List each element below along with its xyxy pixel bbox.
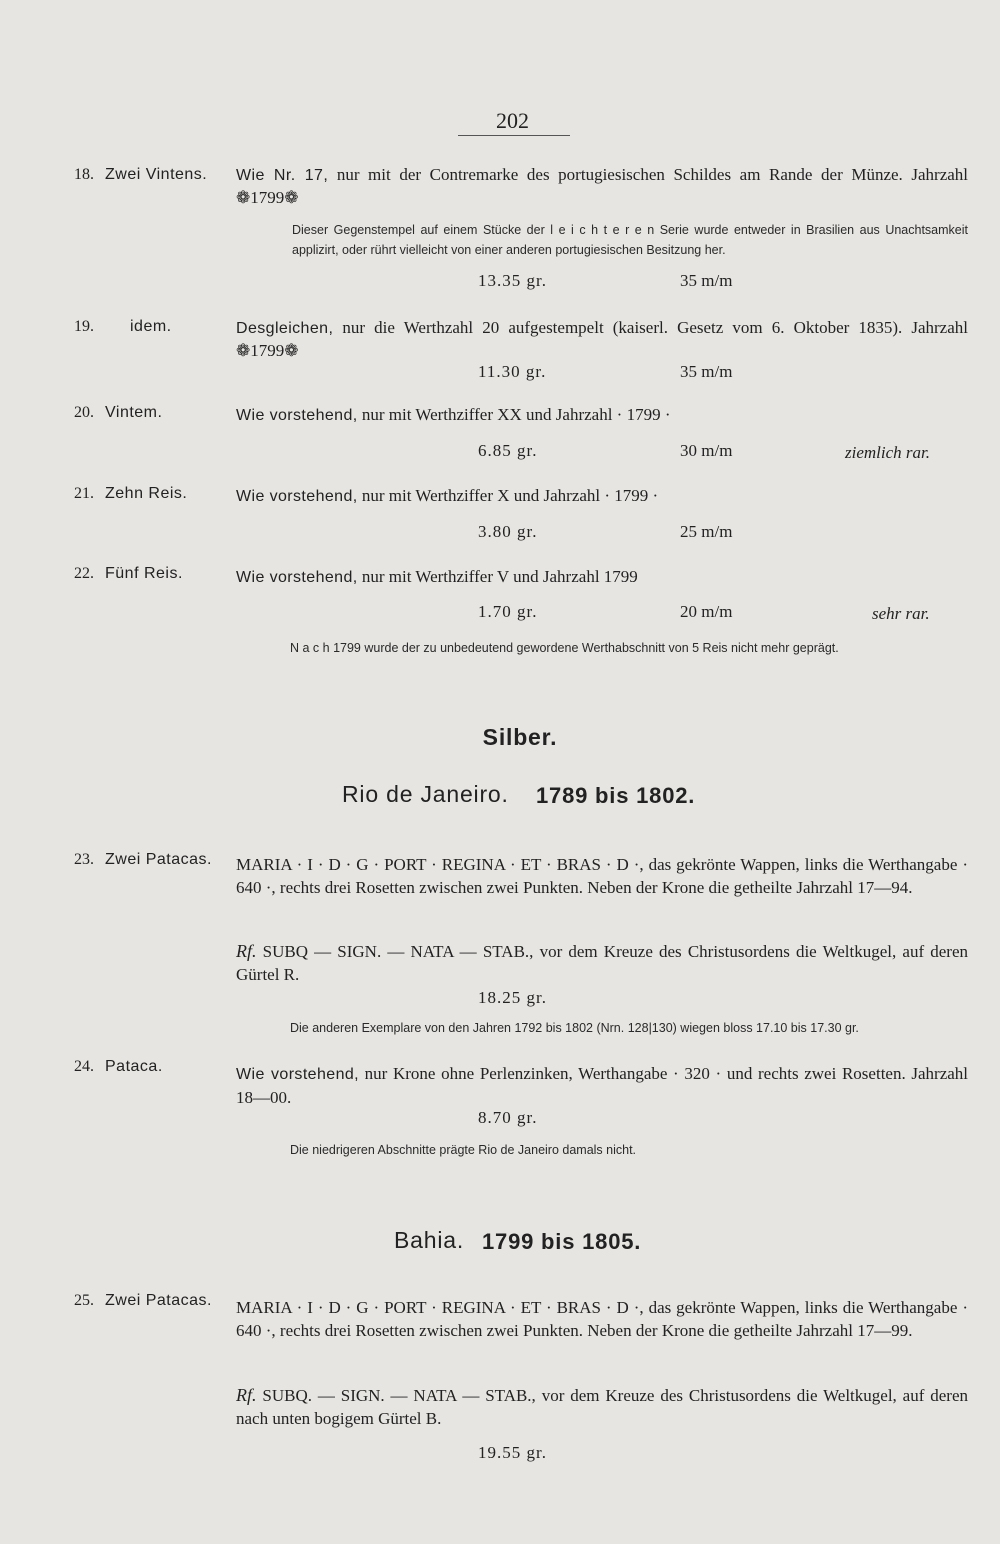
entry-size: 35 m/m — [680, 362, 733, 381]
entry-name: Vintem. — [105, 404, 163, 421]
entry-description — [236, 1062, 968, 1109]
entry-name: idem. — [130, 318, 172, 335]
entry-description — [236, 404, 968, 427]
entry-text: nur mit der Contremarke des portugiesischen Schildes am Rande der Münze. Jahrzahl ❁1799❁ — [236, 165, 969, 207]
entry-weight: 13.35 gr. — [478, 271, 547, 290]
entry-description — [236, 485, 968, 508]
entry-number: 18. — [74, 166, 94, 183]
entry-number: 25. — [74, 1292, 94, 1309]
page-number-rule — [458, 135, 570, 136]
entry-reverse — [236, 940, 968, 986]
entry-rarity: sehr rar. — [872, 604, 930, 623]
subsection-place: Rio de Janeiro. — [342, 781, 509, 807]
entry-description — [236, 164, 968, 209]
entry-reverse — [236, 1384, 968, 1430]
entry-weight: 19.55 gr. — [478, 1443, 547, 1462]
entry-weight: 11.30 gr. — [478, 362, 547, 381]
entry-description: MARIA · I · D · G · PORT · REGINA · ET · BRAS · D ·, das gekrönte Wappen, links die Werthangabe · 640 ·, rechts drei Rosetten zwischen zwei Punkten. Neben der Krone die getheilte Jahrzahl 17—94. — [236, 855, 968, 897]
entry-weight: 6.85 gr. — [478, 441, 538, 460]
subsection-place: Bahia. — [394, 1227, 465, 1253]
entry-name: Fünf Reis. — [105, 565, 183, 582]
entry-name: Zwei Patacas. — [105, 1292, 212, 1309]
entry-size: 35 m/m — [680, 271, 733, 290]
entry-size: 25 m/m — [680, 522, 733, 541]
reverse-text: SUBQ. — SIGN. — NATA — STAB., vor dem Kreuze des Christusordens die Weltkugel, auf deren nach unten bogigem Gürtel B. — [236, 1386, 969, 1428]
entry-text: nur mit Werthziffer XX und Jahrzahl · 1799 · — [361, 405, 671, 424]
entry-name: Pataca. — [105, 1058, 163, 1075]
page-number: 202 — [496, 108, 529, 133]
entry-number: 21. — [74, 485, 94, 502]
entry-note: Die niedrigeren Abschnitte prägte Rio de Janeiro damals nicht. — [290, 1143, 637, 1157]
entry-weight: 1.70 gr. — [478, 602, 538, 621]
entry-text: nur mit Werthziffer V und Jahrzahl 1799 — [361, 567, 638, 586]
subsection-years: 1789 bis 1802. — [536, 783, 696, 808]
entry-weight: 18.25 gr. — [478, 988, 547, 1007]
entry-name: Zwei Vintens. — [105, 166, 208, 183]
entry-lead: Wie Nr. 17, — [236, 167, 329, 184]
reverse-text: SUBQ — SIGN. — NATA — STAB., vor dem Kreuze des Christusordens die Weltkugel, auf deren Gürtel R. — [236, 942, 969, 984]
entry-number: 19. — [74, 318, 94, 335]
entry-lead: Wie vorstehend, — [236, 1066, 360, 1083]
entry-description — [236, 566, 968, 589]
entry-lead: Desgleichen, — [236, 320, 334, 337]
entry-number: 23. — [74, 851, 94, 868]
reverse-label: Rf. — [236, 941, 257, 961]
entry-size: 30 m/m — [680, 441, 733, 460]
entry-number: 24. — [74, 1058, 94, 1075]
entry-lead: Wie vorstehend, — [236, 569, 358, 586]
entry-lead: Wie vorstehend, — [236, 488, 358, 505]
entry-weight: 3.80 gr. — [478, 522, 538, 541]
entry-note: Dieser Gegenstempel auf einem Stücke der l e i c h t e r e n Serie wurde entweder in Brasilien aus Unachtsamkeit applizirt, oder rührt vielleicht von einer anderen portugiesischen Besitzung her. — [292, 223, 968, 257]
entry-name: Zehn Reis. — [105, 485, 188, 502]
entry-text: nur Krone ohne Perlenzinken, Werthangabe · 320 · und rechts zwei Rosetten. Jahrzahl 18—00. — [236, 1064, 969, 1107]
entry-size: 20 m/m — [680, 602, 733, 621]
entry-description: MARIA · I · D · G · PORT · REGINA · ET · BRAS · D ·, das gekrönte Wappen, links die Werthangabe · 640 ·, rechts drei Rosetten zwischen zwei Punkten. Neben der Krone die getheilte Jahrzahl 17—99. — [236, 1298, 968, 1340]
entry-text: nur mit Werthziffer X und Jahrzahl · 1799 · — [361, 486, 659, 505]
entry-description — [236, 317, 968, 362]
entry-number: 20. — [74, 404, 94, 421]
entry-weight: 8.70 gr. — [478, 1108, 538, 1127]
entry-note: N a c h 1799 wurde der zu unbedeutend gewordene Werthabschnitt von 5 Reis nicht mehr geprägt. — [290, 641, 839, 655]
subsection-years: 1799 bis 1805. — [482, 1229, 642, 1254]
reverse-label: Rf. — [236, 1385, 257, 1405]
entry-note: Die anderen Exemplare von den Jahren 1792 bis 1802 (Nrn. 128|130) wiegen bloss 17.10 bis 17.30 gr. — [290, 1021, 859, 1035]
entry-lead: Wie vorstehend, — [236, 407, 358, 424]
entry-text: nur die Werthzahl 20 aufgestempelt (kaiserl. Gesetz vom 6. Oktober 1835). Jahrzahl ❁1799❁ — [236, 318, 968, 360]
entry-name: Zwei Patacas. — [105, 851, 212, 868]
entry-number: 22. — [74, 565, 94, 582]
entry-rarity: ziemlich rar. — [845, 443, 930, 462]
section-title: Silber. — [482, 724, 558, 750]
